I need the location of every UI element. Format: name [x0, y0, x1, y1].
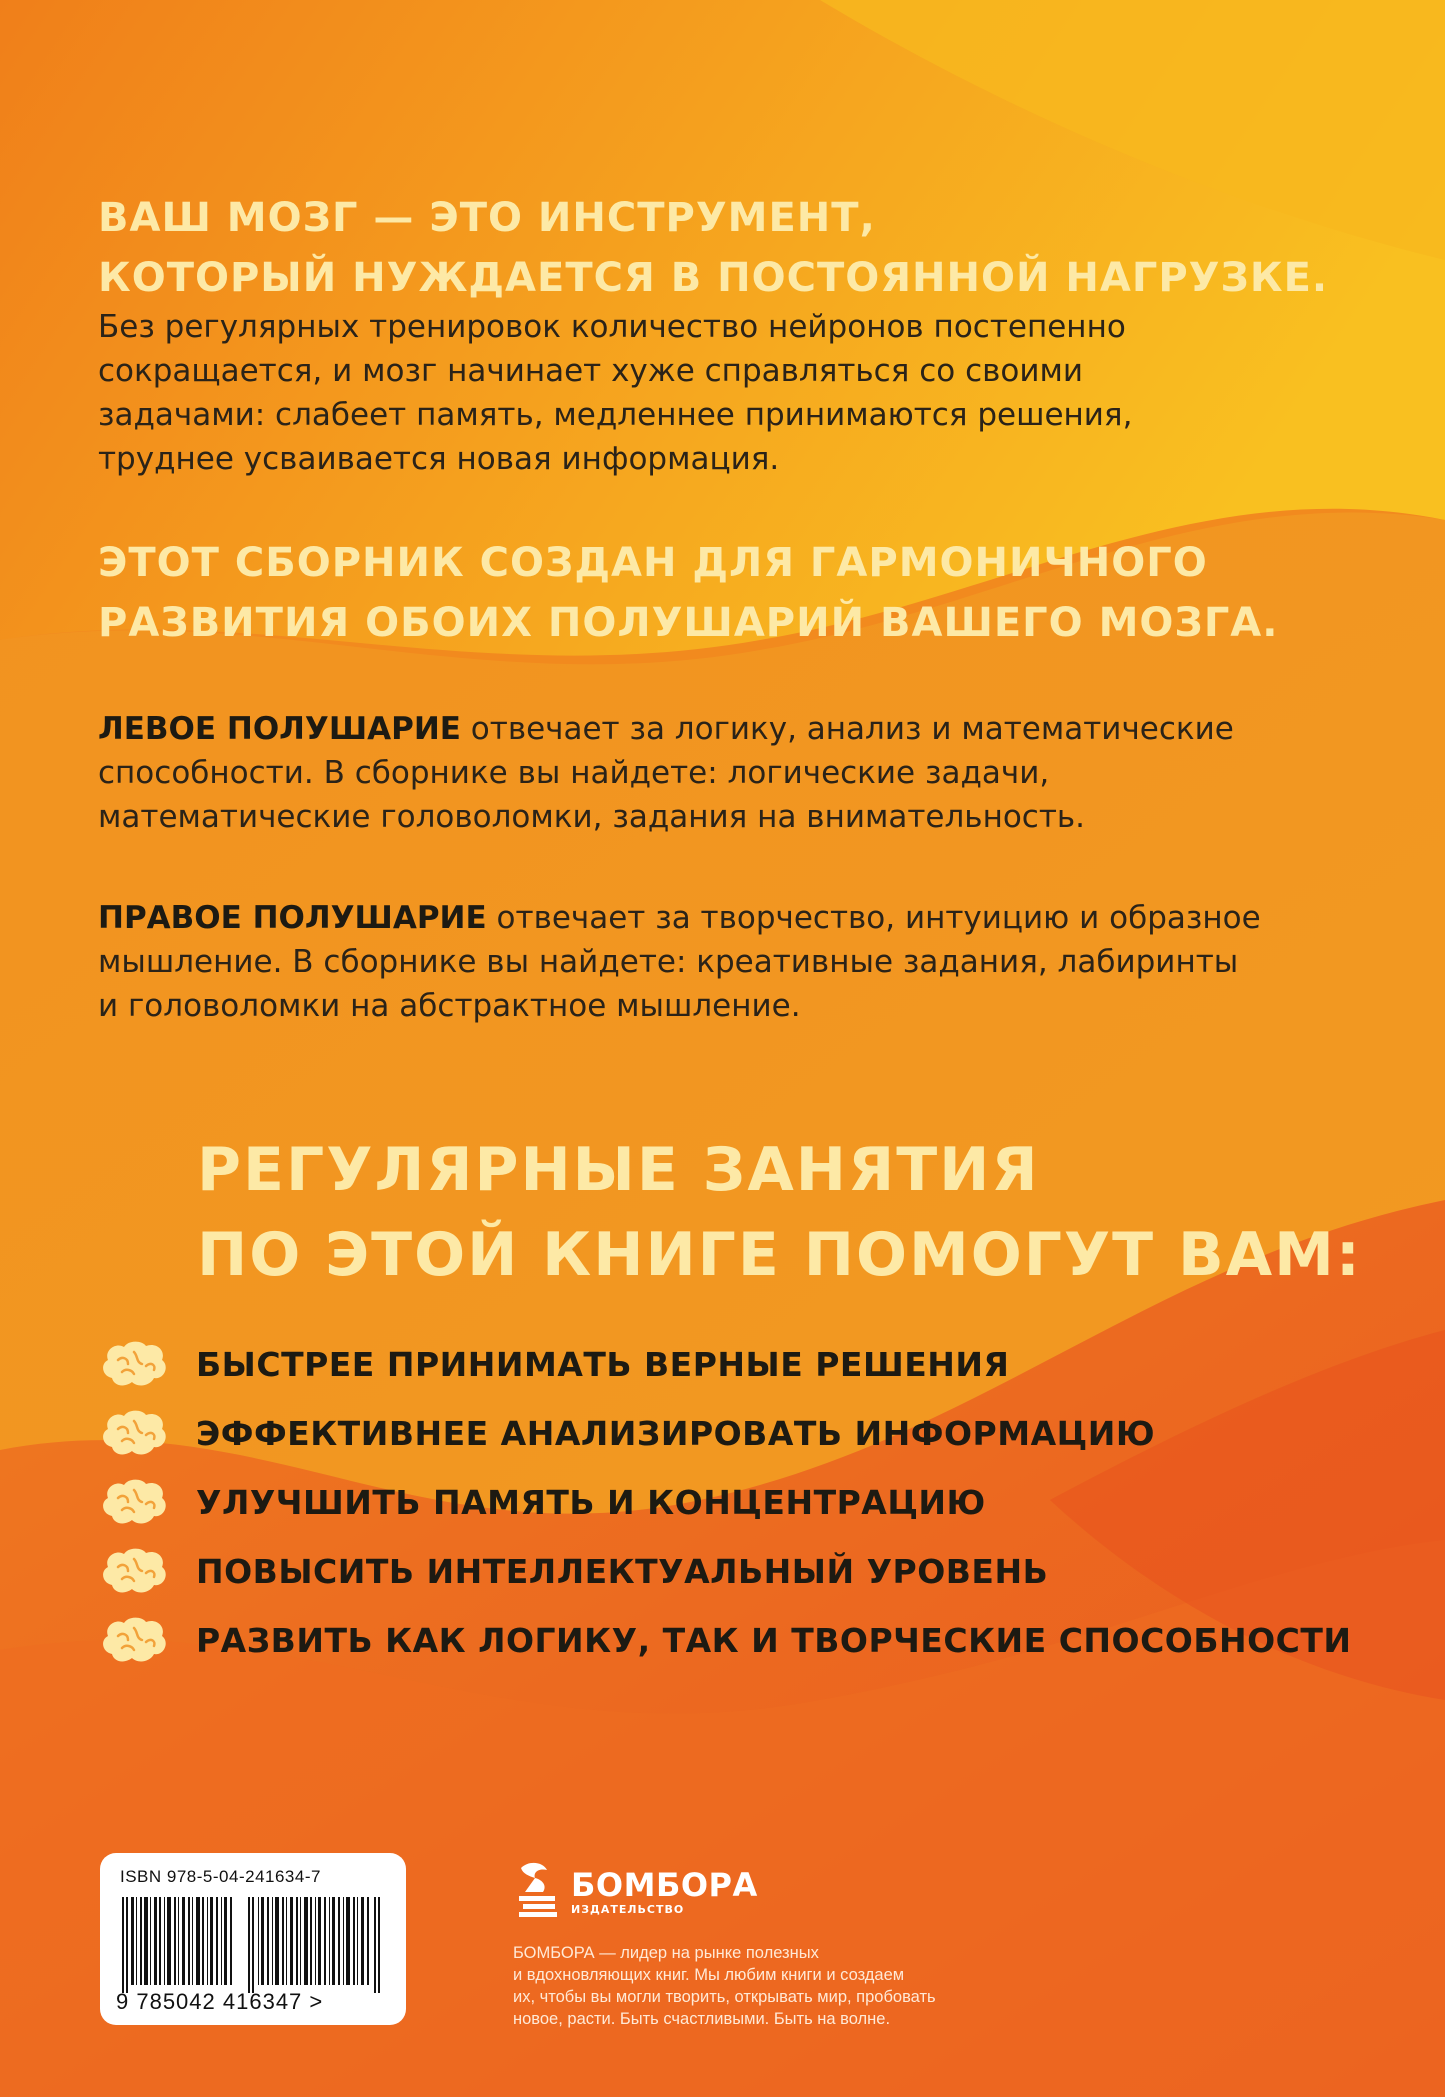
isbn-label: ISBN 978-5-04-241634-7: [120, 1867, 321, 1886]
brain-icon: [98, 1407, 170, 1461]
benefit-label: ЭФФЕКТИВНЕЕ АНАЛИЗИРОВАТЬ ИНФОРМАЦИЮ: [196, 1414, 1156, 1453]
brain-icon: [98, 1338, 170, 1392]
intro-line: Без регулярных тренировок количество нейронов постепенно: [98, 309, 1126, 345]
benefits-heading: [197, 1128, 1397, 1298]
intro-headline-line: КОТОРЫЙ НУЖДАЕТСЯ В ПОСТОЯННОЙ НАГРУЗКЕ.: [98, 255, 1329, 301]
publisher-description-line: новое, расти. Быть счастливыми. Быть на волне.: [513, 2010, 891, 2028]
right-hemisphere-paragraph: [98, 896, 1398, 1028]
publisher-description-line: и вдохновляющих книг. Мы любим книги и создаем: [513, 1966, 905, 1984]
brain-icon: [98, 1614, 170, 1668]
isbn-barcode-box: [100, 1853, 406, 2025]
benefit-label: БЫСТРЕЕ ПРИНИМАТЬ ВЕРНЫЕ РЕШЕНИЯ: [196, 1345, 1010, 1384]
right-hemisphere-first-line: [98, 896, 1398, 940]
benefit-label: ПОВЫСИТЬ ИНТЕЛЛЕКТУАЛЬНЫЙ УРОВЕНЬ: [196, 1552, 1049, 1591]
intro-line: сокращается, и мозг начинает хуже справляться со своими: [98, 353, 1084, 389]
benefit-label: УЛУЧШИТЬ ПАМЯТЬ И КОНЦЕНТРАЦИЮ: [196, 1483, 986, 1522]
benefits-heading-line: ПО ЭТОЙ КНИГЕ ПОМОГУТ ВАМ:: [197, 1220, 1362, 1290]
collection-headline: [98, 533, 1378, 653]
intro-headline: [98, 188, 1378, 308]
publisher-name: БОМБОРА: [571, 1866, 758, 1904]
left-hemisphere-first-line: [98, 707, 1398, 751]
benefit-item: [98, 1468, 1398, 1537]
benefit-item: [98, 1330, 1398, 1399]
benefit-item: [98, 1399, 1398, 1468]
collection-headline-line: РАЗВИТИЯ ОБОИХ ПОЛУШАРИЙ ВАШЕГО МОЗГА.: [98, 600, 1279, 646]
publisher-block: [513, 1858, 1033, 2030]
left-hemisphere-line: математические головоломки, задания на внимательность.: [98, 799, 1086, 835]
intro-headline-line: ВАШ МОЗГ — ЭТО ИНСТРУМЕНТ,: [98, 195, 876, 241]
publisher-description-line: их, чтобы вы могли творить, открывать мир, пробовать: [513, 1988, 936, 2006]
right-hemisphere-first-line-text: отвечает за творчество, интуицию и образное: [486, 900, 1261, 936]
intro-line: задачами: слабеет память, медленнее принимаются решения,: [98, 397, 1133, 433]
collection-headline-line: ЭТОТ СБОРНИК СОЗДАН ДЛЯ ГАРМОНИЧНОГО: [98, 540, 1208, 586]
publisher-description-line: БОМБОРА — лидер на рынке полезных: [513, 1944, 819, 1962]
benefits-heading-line: РЕГУЛЯРНЫЕ ЗАНЯТИЯ: [197, 1135, 1040, 1205]
barcode-digits: 9 785042 416347 >: [116, 1989, 324, 2014]
benefit-item: [98, 1606, 1398, 1675]
left-hemisphere-paragraph: [98, 707, 1398, 839]
publisher-description: [513, 1942, 1033, 2030]
left-hemisphere-first-line-text: отвечает за логику, анализ и математические: [460, 711, 1234, 747]
left-hemisphere-line: способности. В сборнике вы найдете: логические задачи,: [98, 755, 1050, 791]
brain-icon: [98, 1476, 170, 1530]
left-hemisphere-term: ЛЕВОЕ ПОЛУШАРИЕ: [98, 711, 461, 747]
intro-paragraph: [98, 305, 1398, 481]
right-hemisphere-line: мышление. В сборнике вы найдете: креативные задания, лабиринты: [98, 944, 1239, 980]
right-hemisphere-term: ПРАВОЕ ПОЛУШАРИЕ: [98, 900, 487, 936]
intro-line: труднее усваивается новая информация.: [98, 441, 780, 477]
right-hemisphere-line: и головоломки на абстрактное мышление.: [98, 988, 801, 1024]
publisher-logo: [513, 1858, 1033, 1928]
benefits-list: [98, 1330, 1398, 1675]
brain-icon: [98, 1545, 170, 1599]
bombora-logo-icon: [513, 1858, 569, 1924]
benefit-item: [98, 1537, 1398, 1606]
barcode: [120, 1897, 386, 1997]
benefit-label: РАЗВИТЬ КАК ЛОГИКУ, ТАК И ТВОРЧЕСКИЕ СПОСОБНОСТИ: [196, 1621, 1352, 1660]
publisher-subtitle: ИЗДАТЕЛЬСТВО: [571, 1903, 685, 1916]
